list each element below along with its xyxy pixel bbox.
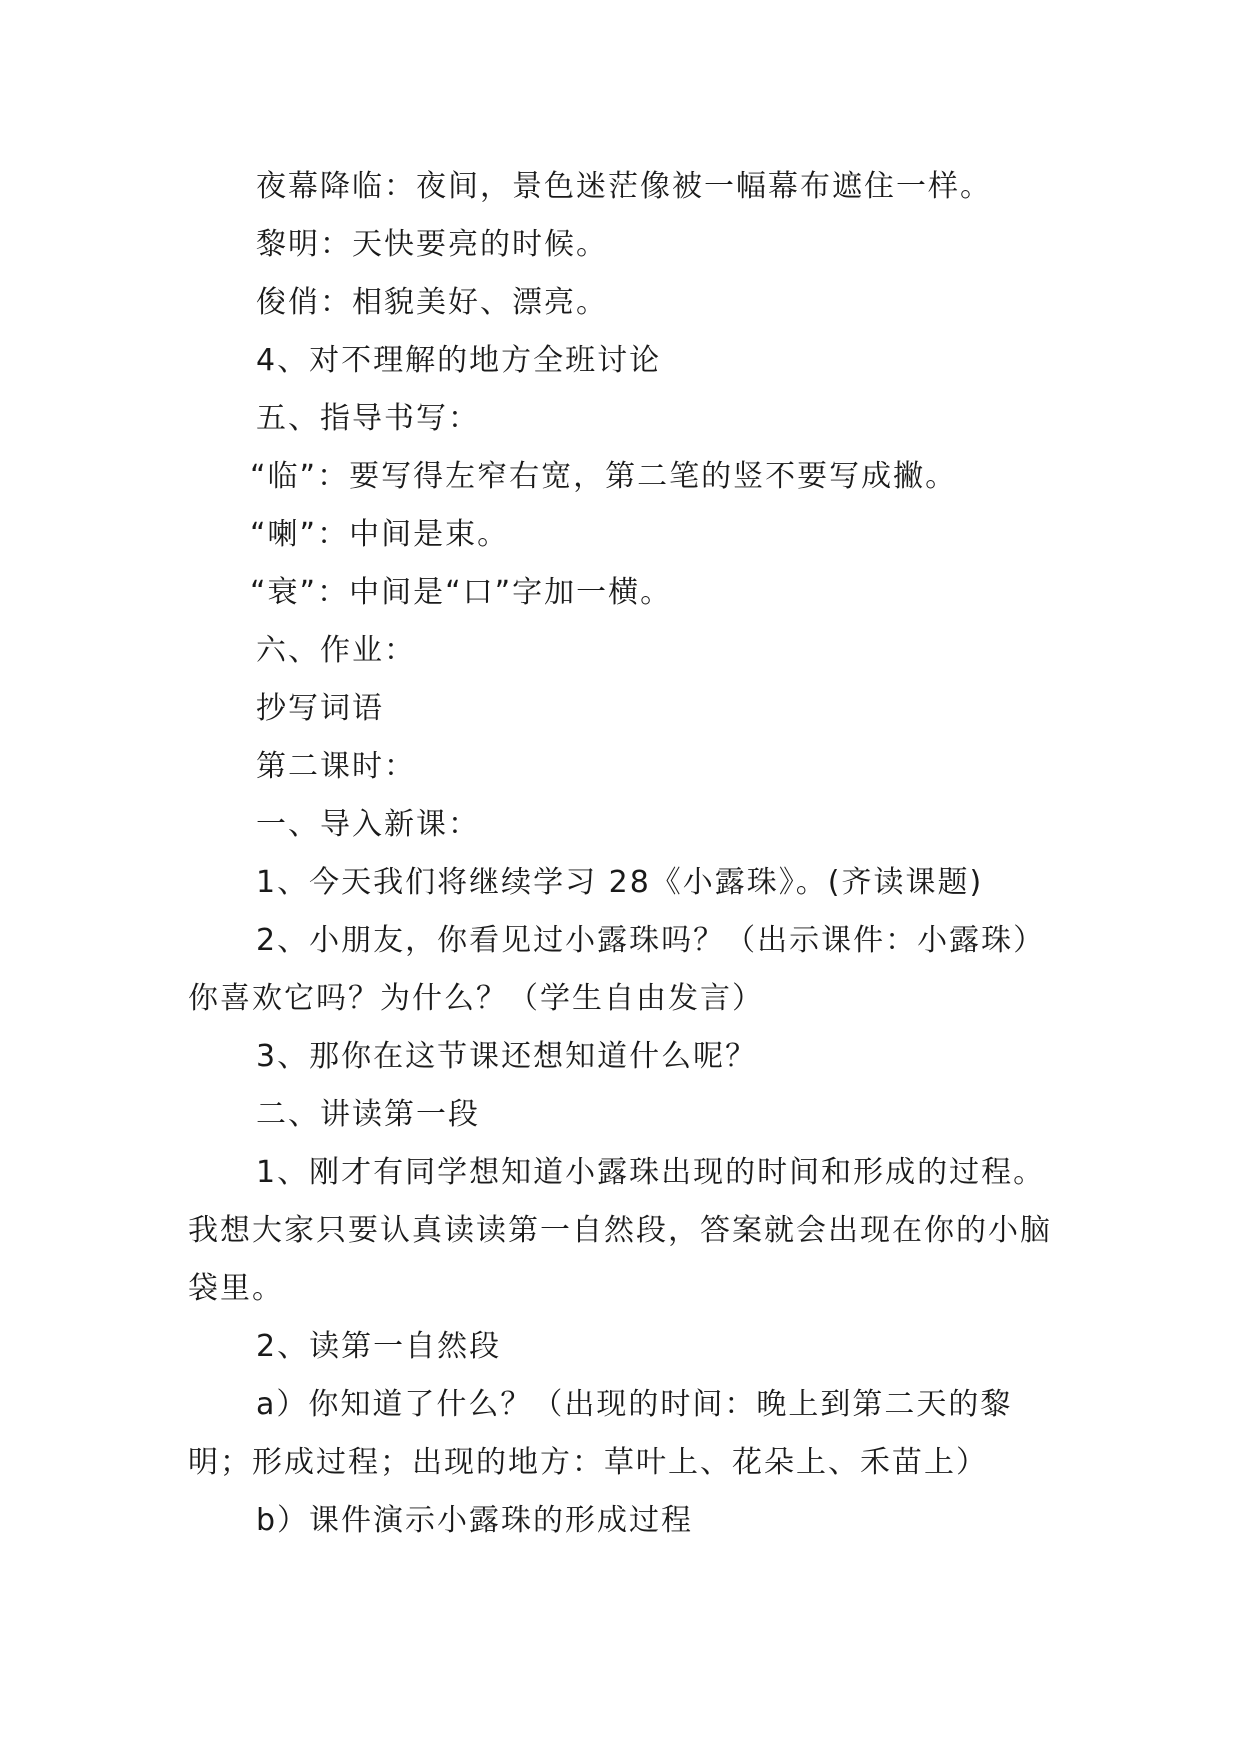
paragraph-char-lin: “临”：要写得左窄右宽，第二笔的竖不要写成撇。 <box>250 459 958 494</box>
paragraph-class-discussion: 4、对不理解的地方全班讨论 <box>256 343 662 378</box>
paragraph-char-la: “喇”：中间是束。 <box>250 517 510 552</box>
heading-introduce-lesson: 一、导入新课： <box>256 807 480 842</box>
paragraph-definition-handsome: 俊俏：相貌美好、漂亮。 <box>256 285 608 320</box>
paragraph-what-you-know: a）你知道了什么？（出现的时间：晚上到第二天的黎明；形成过程；出现的地方：草叶上、花朵上、禾苗上） <box>188 1387 1013 1480</box>
paragraph-continue-study: 1、今天我们将继续学习 28《小露珠》。(齐读课题) <box>256 865 984 900</box>
paragraph-time-and-process: 1、刚才有同学想知道小露珠出现的时间和形成的过程。我想大家只要认真读读第一自然段，答案就会出现在你的小脑袋里。 <box>188 1155 1052 1306</box>
paragraph-definition-nightfall: 夜幕降临：夜间，景色迷茫像被一幅幕布遮住一样。 <box>256 169 992 204</box>
paragraph-char-shuai: “衰”：中间是“口”字加一横。 <box>250 575 673 610</box>
paragraph-want-to-know: 3、那你在这节课还想知道什么呢？ <box>256 1039 758 1074</box>
heading-writing-guidance: 五、指导书写： <box>256 401 480 436</box>
paragraph-definition-dawn: 黎明：天快要亮的时候。 <box>256 227 608 262</box>
document-body <box>188 158 1056 1550</box>
paragraph-courseware-demo: b）课件演示小露珠的形成过程 <box>256 1503 694 1538</box>
heading-read-first-section: 二、讲读第一段 <box>256 1097 480 1132</box>
paragraph-copy-words: 抄写词语 <box>256 691 384 726</box>
paragraph-read-first-paragraph: 2、读第一自然段 <box>256 1329 502 1364</box>
paragraph-seen-dewdrop: 2、小朋友，你看见过小露珠吗？（出示课件：小露珠）你喜欢它吗？为什么？（学生自由发言） <box>188 923 1046 1016</box>
heading-second-lesson: 第二课时： <box>256 749 416 784</box>
heading-homework: 六、作业： <box>256 633 416 668</box>
